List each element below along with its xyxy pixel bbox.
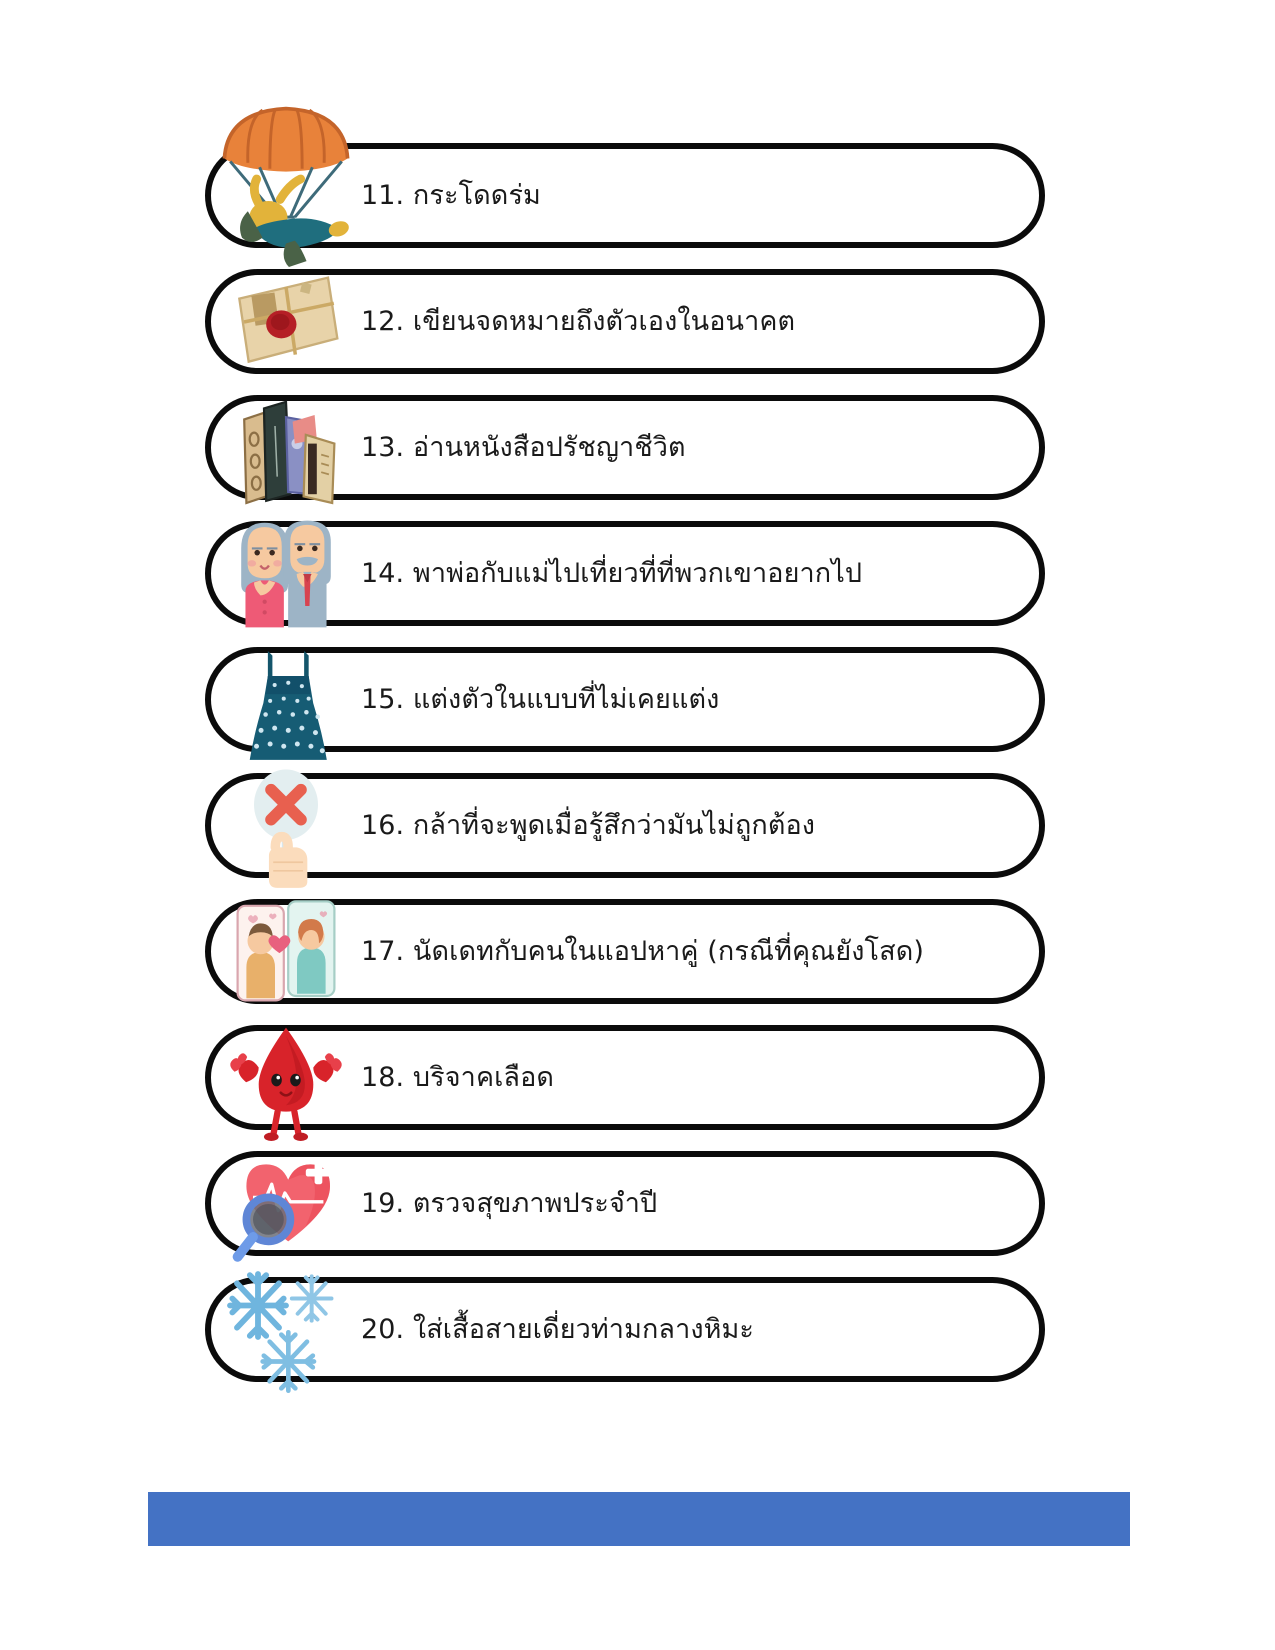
sealed-letter-icon [216, 252, 356, 392]
checklist-item-label: 20. ใส่เสื้อสายเดี่ยวท่ามกลางหิมะ [361, 1313, 755, 1345]
checklist-item-icon-slot [211, 269, 361, 374]
polka-dot-dress-icon [218, 637, 354, 773]
checklist-item-11[interactable] [205, 143, 1045, 248]
checklist-item-20[interactable] [205, 1277, 1045, 1382]
checklist-item-icon-slot [211, 521, 361, 626]
checklist-item-icon-slot [211, 1151, 361, 1256]
checklist-item-label: 13. อ่านหนังสือปรัชญาชีวิต [361, 431, 686, 463]
checklist-item-label: 18. บริจาคเลือด [361, 1061, 555, 1093]
parachute-skydiver-icon [198, 93, 374, 269]
heart-checkup-magnifier-icon [220, 1138, 352, 1270]
checklist-item-15[interactable] [205, 647, 1045, 752]
checklist-item-icon-slot [211, 1025, 361, 1130]
checklist-item-14[interactable] [205, 521, 1045, 626]
checklist-item-label: 14. พาพ่อกับแม่ไปเที่ยวที่ที่พวกเขาอยากไป [361, 557, 863, 589]
checklist-item-label: 19. ตรวจสุขภาพประจำปี [361, 1187, 658, 1219]
checklist-item-label: 17. นัดเดทกับคนในแอปหาคู่ (กรณีที่คุณยังโสด) [361, 935, 924, 967]
checklist-item-label: 11. กระโดดร่ม [361, 179, 541, 211]
snowflakes-icon [216, 1260, 356, 1400]
checklist-item-17[interactable] [205, 899, 1045, 1004]
blood-drop-character-icon [223, 1015, 349, 1141]
checklist-item-label: 15. แต่งตัวในแบบที่ไม่เคยแต่ง [361, 683, 720, 715]
checklist-item-label: 16. กล้าที่จะพูดเมื่อรู้สึกว่ามันไม่ถูกต้อง [361, 809, 816, 841]
checklist-item-icon-slot [211, 395, 361, 500]
stack-of-books-icon [220, 382, 352, 514]
checklist-item-icon-slot [211, 899, 361, 1004]
checklist-item-19[interactable] [205, 1151, 1045, 1256]
checklist-item-icon-slot [211, 647, 361, 752]
dating-app-phones-icon [220, 886, 352, 1018]
checklist-item-label: 12. เขียนจดหมายถึงตัวเองในอนาคต [361, 305, 796, 337]
hand-holding-x-sign-icon [222, 762, 350, 890]
checklist-item-icon-slot [211, 143, 361, 248]
checklist-item-13[interactable] [205, 395, 1045, 500]
elderly-parents-couple-icon [222, 510, 350, 638]
checklist-item-18[interactable] [205, 1025, 1045, 1130]
checklist-item-16[interactable] [205, 773, 1045, 878]
checklist-item-icon-slot [211, 773, 361, 878]
checklist [205, 143, 1045, 1403]
footer-accent-bar [148, 1492, 1130, 1546]
checklist-item-12[interactable] [205, 269, 1045, 374]
checklist-item-icon-slot [211, 1277, 361, 1382]
